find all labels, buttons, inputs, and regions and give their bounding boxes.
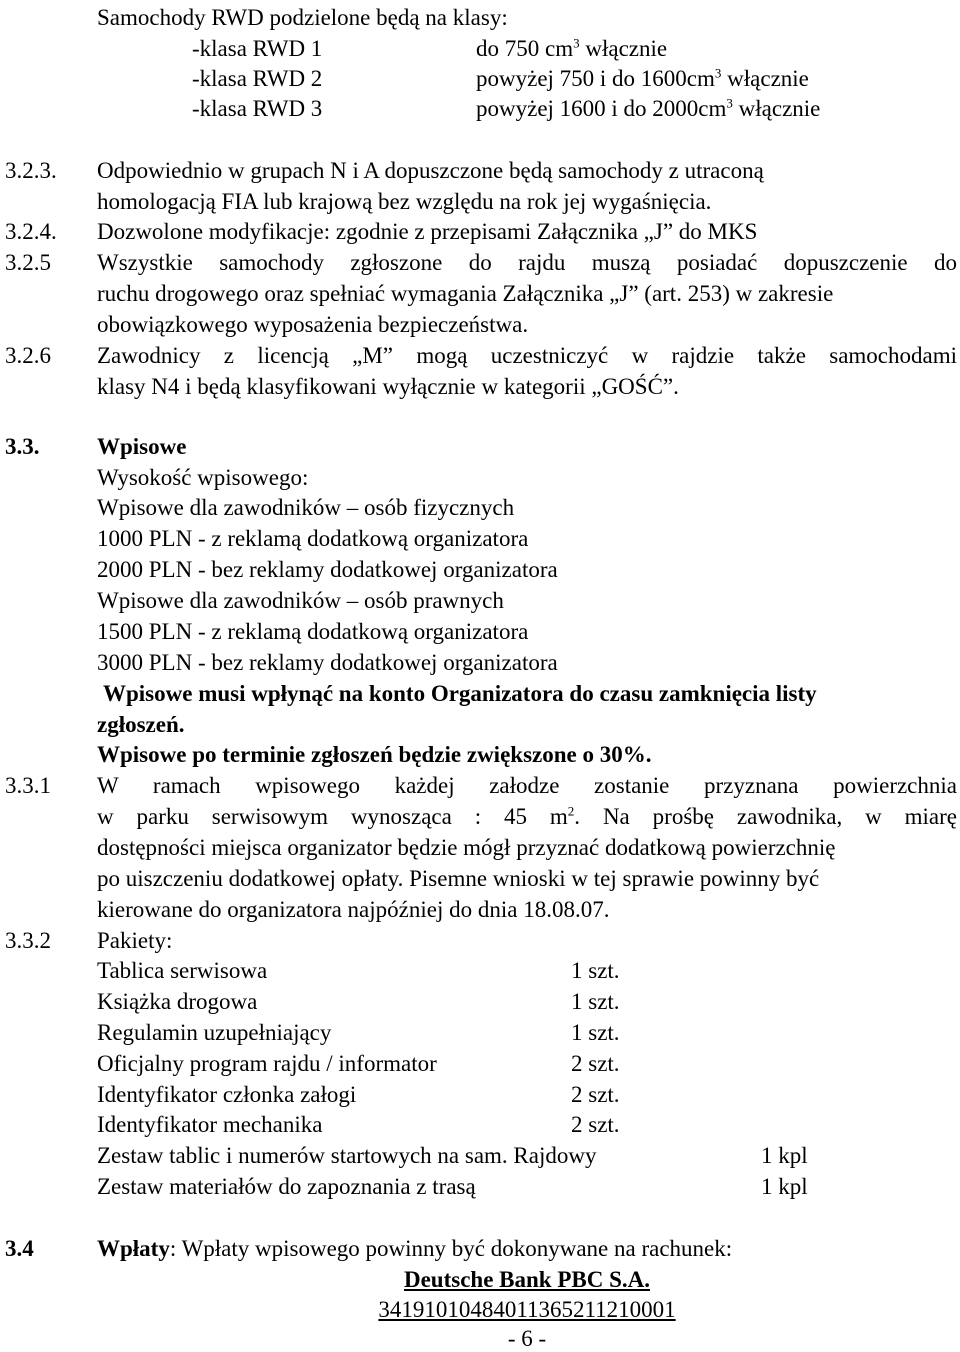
section-3-3-number: 3.3.: [5, 434, 40, 459]
fee-deadline-notice-cont: zgłoszeń.: [97, 712, 185, 737]
section-3-3-1-line-3: dostępności miejsca organizator będzie mógł przyznać dodatkową powierzchnię: [97, 835, 836, 860]
section-3-2-5-line-3: obowiązkowego wyposażenia bezpieczeństwa.: [97, 312, 529, 337]
package-item-qty: 1 kpl: [761, 1143, 808, 1168]
fee-line-2: Wpisowe dla zawodników – osób fizycznych: [97, 495, 515, 520]
bank-account-number: 34191010484011365211210001: [378, 1297, 676, 1322]
fee-line-5: Wpisowe dla zawodników – osób prawnych: [97, 588, 504, 613]
package-item-name: Identyfikator członka załogi: [97, 1082, 357, 1107]
bank-name: Deutsche Bank PBC S.A.: [403, 1267, 650, 1292]
section-3-2-6-line-1: Zawodnicy z licencją „M” mogą uczestniczyć w rajdzie także samochodami: [97, 343, 957, 368]
package-item-name: Zestaw materiałów do zapoznania z trasą: [97, 1174, 476, 1199]
section-3-2-5-line-1: Wszystkie samochody zgłoszone do rajdu muszą posiadać dopuszczenie do: [97, 250, 957, 275]
rwd-class-3-desc: powyżej 1600 i do $2000cm^3$ włącznie: [476, 95, 821, 121]
section-3-2-6-line-2: klasy N4 i będą klasyfikowani wyłącznie w kategorii „GOŚĆ”.: [97, 374, 679, 399]
package-item-name: Zestaw tablic i numerów startowych na sam. Rajdowy: [97, 1143, 597, 1168]
section-3-3-2-title: Pakiety:: [97, 928, 173, 953]
fee-line-1: Wysokość wpisowego:: [97, 465, 309, 490]
section-3-4-text: Wpłaty: Wpłaty wpisowego powinny być dokonywane na rachunek:: [97, 1236, 733, 1261]
section-3-2-4-line-1: Dozwolone modyfikacje: zgodnie z przepisami Załącznika „J” do MKS: [97, 219, 758, 244]
rwd-class-1-desc: do 750 $cm^3$ włącznie: [476, 35, 668, 61]
fee-deadline-notice: Wpisowe musi wpłynąć na konto Organizatora do czasu zamknięcia listy: [103, 681, 817, 706]
package-item-name: Książka drogowa: [97, 989, 258, 1014]
section-3-2-6-number: 3.2.6: [5, 343, 51, 368]
package-item-qty: 2 szt.: [571, 1112, 620, 1137]
rwd-class-2-desc: powyżej 750 i do $1600cm^3$ włącznie: [476, 65, 809, 91]
package-item-qty: 2 szt.: [571, 1082, 620, 1107]
section-3-4-number: 3.4: [5, 1236, 34, 1261]
section-3-2-4-number: 3.2.4.: [5, 219, 57, 244]
section-3-3-1-line-4: po uiszczeniu dodatkowej opłaty. Pisemne wnioski w tej sprawie powinny być: [97, 866, 820, 891]
package-item-name: Identyfikator mechanika: [97, 1112, 323, 1137]
rwd-class-3-name: -klasa RWD 3: [192, 96, 323, 121]
section-3-3-1-line-2: w parku serwisowym wynosząca : 45 $m^2$. Na prośbę zawodnika, w miarę: [97, 803, 957, 829]
package-item-qty: 2 szt.: [571, 1051, 620, 1076]
section-3-3-1-line-5: kierowane do organizatora najpóźniej do dnia 18.08.07.: [97, 897, 610, 922]
fee-line-7: 3000 PLN - bez reklamy dodatkowej organizatora: [97, 650, 558, 675]
section-3-3-title: Wpisowe: [97, 434, 187, 459]
rwd-class-2-name: -klasa RWD 2: [192, 66, 323, 91]
package-item-qty: 1 szt.: [571, 1020, 620, 1045]
rwd-intro: Samochody RWD podzielone będą na klasy:: [97, 5, 508, 30]
package-item-name: Oficjalny program rajdu / informator: [97, 1051, 437, 1076]
section-3-2-3-number: 3.2.3.: [5, 158, 57, 183]
fee-line-3: 1000 PLN - z reklamą dodatkową organizatora: [97, 526, 529, 551]
section-3-2-5-number: 3.2.5: [5, 250, 51, 275]
section-3-3-1-number: 3.3.1: [5, 773, 51, 798]
fee-late-notice: Wpisowe po terminie zgłoszeń będzie zwiększone o 30%.: [97, 742, 652, 767]
section-3-2-3-line-2: homologacją FIA lub krajową bez względu na rok jej wygaśnięcia.: [97, 189, 712, 214]
package-item-name: Regulamin uzupełniający: [97, 1020, 332, 1045]
section-3-2-5-line-2: ruchu drogowego oraz spełniać wymagania Załącznika „J” (art. 253) w zakresie: [97, 281, 834, 306]
section-3-3-2-number: 3.3.2: [5, 928, 51, 953]
page-number: - 6 -: [507, 1326, 547, 1351]
section-3-3-1-line-1: W ramach wpisowego każdej załodze zostanie przyznana powierzchnia: [97, 773, 957, 798]
section-3-4-label: Wpłaty: [97, 1236, 170, 1261]
package-item-qty: 1 kpl: [761, 1174, 808, 1199]
rwd-class-1-name: -klasa RWD 1: [192, 36, 323, 61]
fee-line-6: 1500 PLN - z reklamą dodatkową organizatora: [97, 619, 529, 644]
package-item-name: Tablica serwisowa: [97, 958, 268, 983]
section-3-2-3-line-1: Odpowiednio w grupach N i A dopuszczone będą samochody z utraconą: [97, 158, 764, 183]
fee-line-4: 2000 PLN - bez reklamy dodatkowej organizatora: [97, 557, 558, 582]
package-item-qty: 1 szt.: [571, 989, 620, 1014]
package-item-qty: 1 szt.: [571, 958, 620, 983]
